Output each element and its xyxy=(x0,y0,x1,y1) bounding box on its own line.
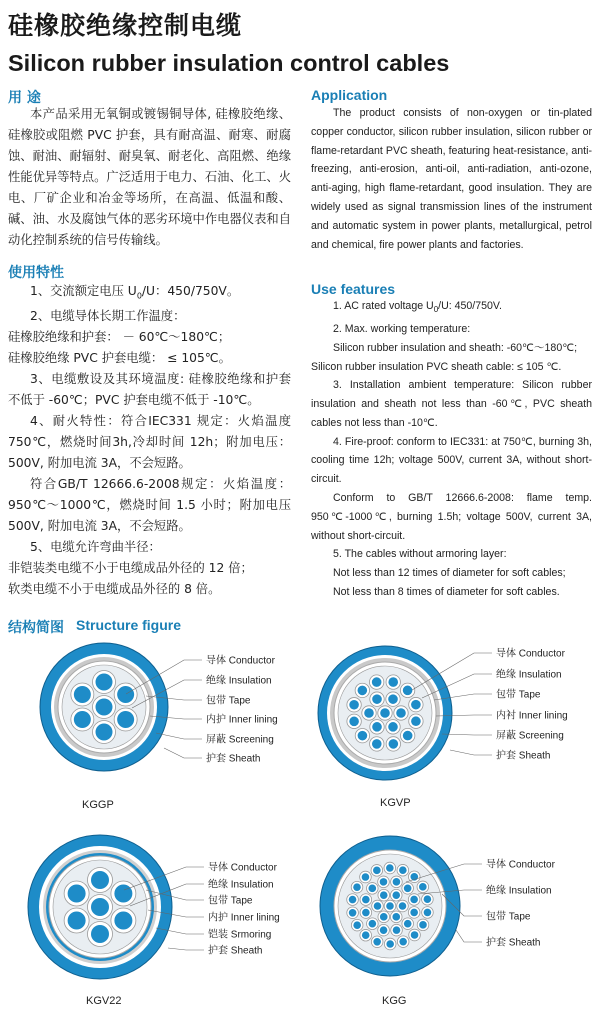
conductor-core xyxy=(399,902,407,910)
conductor-core xyxy=(380,891,388,899)
component-label: 绝缘 Insulation xyxy=(208,879,274,891)
leader-line xyxy=(450,750,492,755)
feature-en-2: 2. Max. working temperature: xyxy=(333,322,471,335)
component-label: 绝缘 Insulation xyxy=(486,885,552,897)
conductor-core xyxy=(373,867,381,875)
leader-line xyxy=(168,948,204,950)
component-label: 导体 Conductor xyxy=(208,862,277,874)
figure-kggp xyxy=(0,638,300,823)
feature-cn-1: 1、交流额定电压 $U_0/U$：450/750V。 xyxy=(30,284,240,301)
component-label: 导体 Conductor xyxy=(206,655,275,667)
conductor-core xyxy=(91,898,109,916)
structure-heading-cn: 结构简图 xyxy=(8,620,64,636)
figure-labels xyxy=(486,858,556,949)
conductor-core xyxy=(349,909,357,917)
leader-line xyxy=(442,734,492,735)
conductor-core xyxy=(349,896,357,904)
component-label: 内衬 Inner lining xyxy=(496,710,568,722)
conductor-core xyxy=(362,896,370,904)
conductor-core xyxy=(68,912,86,930)
component-label: 包带 Tape xyxy=(496,689,541,701)
features-list-cn xyxy=(8,281,291,600)
leader-line xyxy=(456,930,482,942)
conductor-core xyxy=(380,926,388,934)
conductor-core xyxy=(362,909,370,917)
conductor-core xyxy=(380,878,388,886)
component-label: 护套 Sheath xyxy=(496,750,551,762)
conductor-core xyxy=(372,739,382,749)
conductor-core xyxy=(388,677,398,687)
conductor-core xyxy=(404,920,412,928)
conductor-core xyxy=(411,716,421,726)
conductor-core xyxy=(393,926,401,934)
figure-kgv22 xyxy=(0,830,300,1025)
feature-en-5: 3. Installation ambient temperature: Silicon rubber insulation and sheath not less than -60℃, PVC sheath cables not less than -10℃. xyxy=(311,379,592,429)
feature-cn-8: 5、电缆允许弯曲半径： xyxy=(30,540,161,555)
component-label: 内护 Inner lining xyxy=(206,714,278,726)
conductor-core xyxy=(386,940,394,948)
leader-line xyxy=(156,733,202,739)
conductor-core xyxy=(373,938,381,946)
component-label: 护套 Sheath xyxy=(206,753,261,765)
structure-heading-en: Structure figure xyxy=(76,617,182,633)
figure-kgg xyxy=(300,830,600,1025)
conductor-core xyxy=(91,871,109,889)
conductor-core xyxy=(372,722,382,732)
conductor-core xyxy=(392,891,400,899)
conductor-core xyxy=(96,724,113,741)
conductor-core xyxy=(404,884,412,892)
conductor-core xyxy=(410,896,418,904)
application-heading-en: Application xyxy=(311,87,388,103)
conductor-core xyxy=(388,722,398,732)
feature-cn-3: 硅橡胶绝缘和护套： － 60℃～180℃； xyxy=(8,330,231,345)
conductor-core xyxy=(91,925,109,943)
feature-en-10: Not less than 8 times of diameter for soft cables. xyxy=(333,586,560,599)
conductor-core xyxy=(117,711,134,728)
feature-cn-4: 硅橡胶绝缘 PVC 护套电缆： ≤ 105℃。 xyxy=(8,351,231,366)
leader-line xyxy=(164,748,202,758)
conductor-core xyxy=(388,694,398,704)
component-label: 导体 Conductor xyxy=(496,648,565,660)
figure-labels xyxy=(496,647,568,762)
figure-name: KGVP xyxy=(380,797,411,809)
figure-name: KGV22 xyxy=(86,995,122,1007)
figure-name: KGGP xyxy=(82,799,114,811)
figure-labels xyxy=(208,861,280,957)
component-label: 包带 Tape xyxy=(208,895,253,907)
page-title-cn: 硅橡胶绝缘控制电缆 xyxy=(8,11,243,40)
component-label: 屏蔽 Screening xyxy=(206,734,274,746)
conductor-core xyxy=(389,739,399,749)
conductor-core xyxy=(349,700,359,710)
conductor-core xyxy=(419,921,427,929)
application-heading-cn: 用 途 xyxy=(8,90,41,106)
component-label: 内护 Inner lining xyxy=(208,912,280,924)
conductor-core xyxy=(353,883,361,891)
conductor-core xyxy=(403,731,413,741)
conductor-core xyxy=(424,909,432,917)
conductor-core xyxy=(374,902,382,910)
conductor-core xyxy=(399,938,407,946)
feature-en-9: Not less than 12 times of diameter for soft cables; xyxy=(333,567,566,580)
feature-cn-7: 符合GB/T 12666.6-2008规定：火焰温度：950℃～1000℃，燃烧时间 1.5 小时；附加电压 500V, 附加电流 3A，不会短路。 xyxy=(8,477,291,534)
conductor-core xyxy=(410,909,418,917)
conductor-core xyxy=(117,686,134,703)
component-label: 护套 Sheath xyxy=(486,937,541,949)
component-label: 屏蔽 Screening xyxy=(496,730,564,742)
conductor-core xyxy=(411,700,421,710)
feature-cn-10: 软类电缆不小于电缆成品外径的 8 倍。 xyxy=(8,582,221,597)
conductor-core xyxy=(393,878,401,886)
conductor-core xyxy=(114,885,132,903)
conductor-core xyxy=(74,686,91,703)
conductor-core xyxy=(114,912,132,930)
conductor-core xyxy=(386,864,394,872)
feature-cn-9: 非铠装类电缆不小于电缆成品外径的 12 倍； xyxy=(8,561,253,576)
feature-cn-6: 4、耐火特性：符合IEC331 规定：火焰温度750℃，燃烧时间3h,冷却时间 12h；附加电压：500V, 附加电流 3A，不会短路。 xyxy=(8,414,291,471)
conductor-core xyxy=(403,686,413,696)
figure-kgvp xyxy=(300,638,600,823)
feature-en-1: 1. AC rated voltage $U_0/U$: 450/750V. xyxy=(333,300,502,315)
component-label: 护套 Sheath xyxy=(208,945,263,957)
features-heading-cn: 使用特性 xyxy=(8,265,64,281)
conductor-core xyxy=(369,920,377,928)
component-label: 绝缘 Insulation xyxy=(206,675,272,687)
component-label: 导体 Conductor xyxy=(486,859,555,871)
feature-en-8: 5. The cables without armoring layer: xyxy=(333,548,507,561)
component-label: 包带 Tape xyxy=(206,695,251,707)
features-heading-en: Use features xyxy=(311,281,396,297)
conductor-core xyxy=(362,873,370,881)
feature-cn-2: 2、电缆导体长期工作温度： xyxy=(30,309,186,324)
component-label: 包带 Tape xyxy=(486,911,531,923)
conductor-core xyxy=(372,677,382,687)
feature-en-6: 4. Fire-proof: conform to IEC331: at 750℃, burning 3h, cooling time 12h; voltage 500V, current 3A, without short-circuit. xyxy=(311,435,592,486)
conductor-core xyxy=(96,699,113,716)
features-list-en xyxy=(311,297,592,602)
conductor-core xyxy=(358,731,368,741)
conductor-core xyxy=(353,921,361,929)
conductor-core xyxy=(68,885,86,903)
application-text-en: The product consists of non-oxygen or tin-plated copper conductor, silicon rubber insulation, silicon rubber or flame-retardant PVC sheath, featuring heat-resistance, anti-freezing, anti-erosion, anti-oil, anti-radiation, anti-ozone, anti-aging, high flame-retardant, good insulation. They are widely used as signal transmission lines of the instrument and automatic system in power plants, metallurgical, petrol and chemical, fire power plants and factories. xyxy=(311,107,592,251)
conductor-core xyxy=(380,708,390,718)
component-label: 铠装 Srmoring xyxy=(208,929,272,941)
conductor-core xyxy=(419,883,427,891)
component-label: 绝缘 Insulation xyxy=(496,669,562,681)
application-text-cn: 本产品采用无氧铜或镀锡铜导体, 硅橡胶绝缘、硅橡胶或阻燃 PVC 护套，具有耐高温、耐寒、耐腐蚀、耐油、耐辐射、耐臭氧、耐老化、高阻燃、绝缘性能优异等特点。广泛适用于电力、石油、化工、火电、厂矿企业和冶金等场所，在高温、低温和酸、碱、油、水及腐蚀气体的恶劣环境中作电器仪表和自动化控制系统的信号传输线。 xyxy=(8,107,291,247)
conductor-core xyxy=(96,674,113,691)
conductor-core xyxy=(396,708,406,718)
conductor-core xyxy=(368,885,376,893)
conductor-core xyxy=(74,711,91,728)
conductor-core xyxy=(364,708,374,718)
conductor-core xyxy=(399,866,407,874)
conductor-core xyxy=(424,895,432,903)
page-title-en: Silicon rubber insulation control cables xyxy=(8,50,450,76)
feature-en-3: Silicon rubber insulation and sheath: -60℃～180℃; xyxy=(333,341,578,354)
conductor-core xyxy=(349,717,359,727)
feature-en-7: Conform to GB/T 12666.6-2008: flame temp. 950℃-1000℃, burning 1.5h; voltage 500V, current 3A, without short-circuit. xyxy=(311,492,592,542)
figure-name: KGG xyxy=(382,995,407,1007)
conductor-core xyxy=(411,931,419,939)
conductor-core xyxy=(392,913,400,921)
conductor-core xyxy=(362,931,370,939)
feature-en-4: Silicon rubber insulation PVC sheath cable: ≤ 105 ℃. xyxy=(311,360,562,373)
figure-labels xyxy=(206,654,278,765)
conductor-core xyxy=(380,913,388,921)
conductor-core xyxy=(358,686,368,696)
conductor-core xyxy=(372,694,382,704)
conductor-core xyxy=(386,902,394,910)
feature-cn-5: 3、电缆敷设及其环境温度: 硅橡胶绝缘和护套不低于 -60℃；PVC 护套电缆不低于 -10℃。 xyxy=(8,372,291,408)
